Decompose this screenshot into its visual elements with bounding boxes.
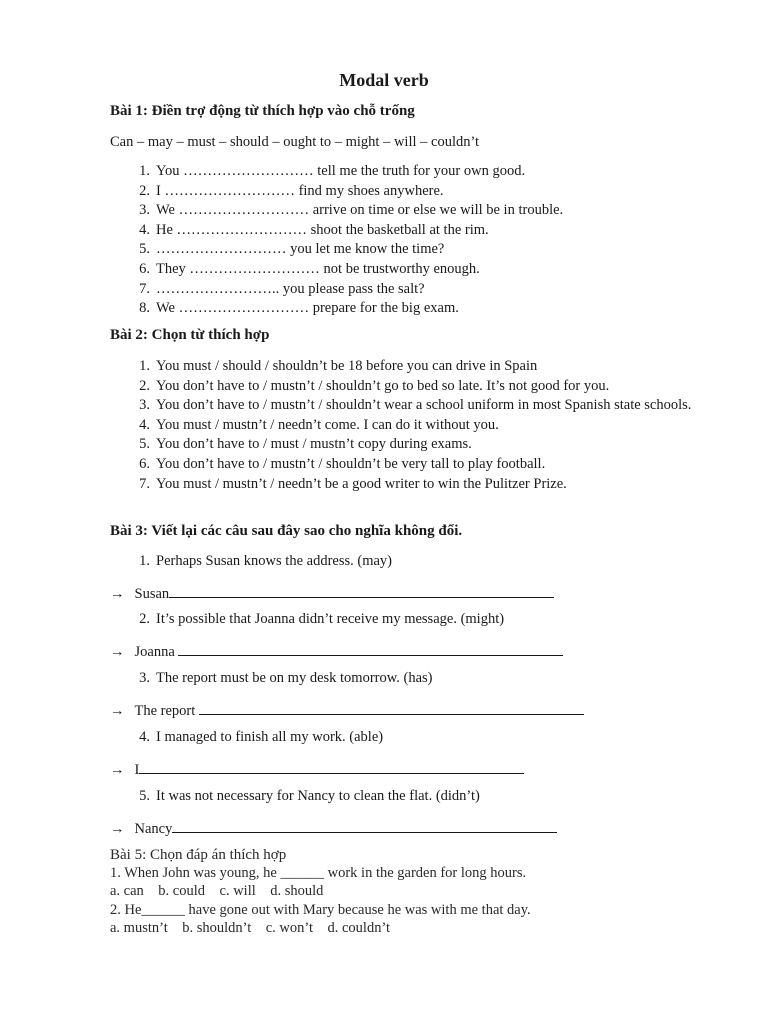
answer-line-1[interactable] [110,583,554,603]
list-item [128,455,698,475]
list-item [128,221,698,241]
answer-blank[interactable] [139,759,524,774]
item-number: 7. [139,280,150,297]
rewrite-prompt-4 [128,729,383,746]
list-item [128,162,698,182]
item-number: 3. [139,202,150,219]
exercise-2-list [128,357,698,494]
list-item [128,299,698,319]
item-number: 2. [139,611,150,627]
item-text: He ……………………… shoot the basketball at the rim. [156,221,489,238]
item-number: 8. [139,300,150,317]
list-item [128,201,698,221]
exercise-2-heading: Bài 2: Chọn từ thích hợp [110,327,270,343]
answer-blank[interactable] [199,700,584,715]
item-number: 5. [139,241,150,258]
item-number: 5. [139,788,150,804]
item-number: 3. [139,397,150,414]
answer-line-4[interactable] [110,759,524,779]
exercise-1-list [128,162,698,319]
answer-line-2[interactable] [110,641,563,661]
item-number: 4. [139,416,150,433]
item-text: You must / mustn’t / needn’t be a good writer to win the Pulitzer Prize. [156,475,567,492]
item-text: The report must be on my desk tomorrow. (has) [156,670,433,686]
answer-line-3[interactable] [110,700,584,720]
item-text: You don’t have to / must / mustn’t copy during exams. [156,436,472,453]
question-2-options: a. mustn’t b. shouldn’t c. won’t d. couldn’t [110,920,391,936]
list-item [128,396,698,416]
exercise-3-heading: Bài 3: Viết lại các câu sau đây sao cho nghĩa không đổi. [110,523,463,539]
item-number: 2. [139,377,150,394]
item-number: 4. [139,729,150,745]
item-number: 6. [139,455,150,472]
answer-blank[interactable] [172,818,557,833]
rewrite-prompt-3 [128,670,433,687]
item-text: They ……………………… not be trustworthy enough. [156,260,480,277]
item-text: Perhaps Susan knows the address. (may) [156,553,392,569]
item-text: It was not necessary for Nancy to clean the flat. (didn’t) [156,788,480,804]
list-item [128,260,698,280]
item-text: We ……………………… prepare for the big exam. [156,300,459,317]
rewrite-prompt-1 [128,553,392,570]
list-item [128,182,698,202]
item-number: 1. [139,163,150,179]
item-number: 1. [139,553,150,569]
answer-start: Nancy [134,821,173,837]
rewrite-prompt-2 [128,611,504,628]
item-number: 4. [139,221,150,238]
exercise-5-heading: Bài 5: Chọn đáp án thích hợp [110,847,287,863]
item-text: You ……………………… tell me the truth for your own good. [156,163,526,179]
page-title: Modal verb [339,70,429,90]
item-number: 1. [139,358,150,374]
item-text: You must / mustn’t / needn’t come. I can do it without you. [156,416,499,433]
arrow-icon: → [110,703,125,719]
item-number: 6. [139,260,150,277]
list-item [128,416,698,436]
item-text: We ……………………… arrive on time or else we will be in trouble. [156,202,564,219]
arrow-icon: → [110,762,125,778]
item-text: ……………………… you let me know the time? [156,241,445,258]
item-text: It’s possible that Joanna didn’t receive my message. (might) [156,611,505,627]
list-item [128,475,698,495]
item-text: You must / should / shouldn’t be 18 before you can drive in Spain [156,358,538,374]
answer-blank[interactable] [178,641,563,656]
list-item [128,240,698,260]
question-1-options: a. can b. could c. will d. should [110,883,324,899]
item-number: 5. [139,436,150,453]
list-item [128,377,698,397]
rewrite-prompt-5 [128,788,480,805]
list-item [128,280,698,300]
answer-blank[interactable] [169,583,554,598]
arrow-icon: → [110,644,125,660]
question-1-text: 1. When John was young, he ______ work in the garden for long hours. [110,865,527,881]
answer-start: The report [134,703,196,719]
item-number: 2. [139,182,150,199]
arrow-icon: → [110,821,125,837]
answer-start: Susan [134,586,170,602]
item-text: I managed to finish all my work. (able) [156,729,384,745]
item-text: I ……………………… find my shoes anywhere. [156,182,444,199]
answer-line-5[interactable] [110,818,557,838]
answer-start: I [134,762,140,778]
answer-start: Joanna [134,644,175,660]
question-2-text: 2. He______ have gone out with Mary because he was with me that day. [110,902,531,918]
item-number: 7. [139,475,150,492]
item-text: You don’t have to / mustn’t / shouldn’t go to bed so late. It’s not good for you. [156,377,610,394]
item-text: You don’t have to / mustn’t / shouldn’t wear a school uniform in most Spanish state schools. [156,397,692,414]
list-item [128,435,698,455]
item-text: You don’t have to / mustn’t / shouldn’t be very tall to play football. [156,455,546,472]
list-item [128,357,698,377]
item-number: 3. [139,670,150,686]
item-text: …………………….. you please pass the salt? [156,280,425,297]
arrow-icon: → [110,586,125,602]
exercise-1-heading: Bài 1: Điền trợ động từ thích hợp vào chỗ trống [110,103,415,119]
word-bank: Can – may – must – should – ought to – might – will – couldn’t [110,134,480,150]
